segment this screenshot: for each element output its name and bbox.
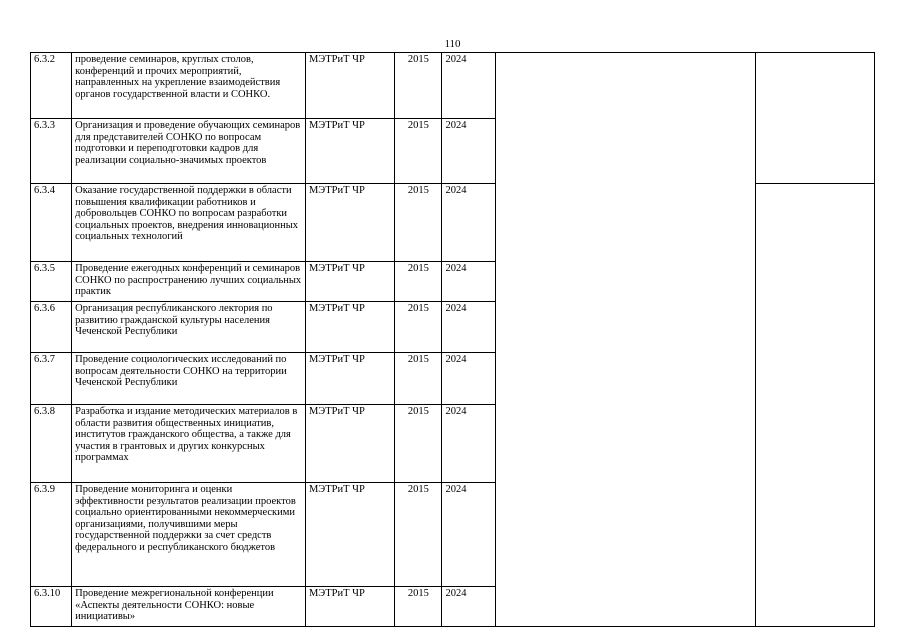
empty-cell: [755, 53, 874, 184]
item-description: Организация и проведение обучающих семинаров для представителей СОНКО по вопросам подготовки и переподготовки кадров для реализации социально-значимых проектов: [72, 119, 306, 184]
item-start-year: 2015: [395, 483, 442, 587]
item-executor: МЭТРиТ ЧР: [305, 53, 394, 119]
item-end-year: 2024: [442, 302, 495, 353]
item-start-year: 2015: [395, 353, 442, 405]
item-number: 6.3.5: [31, 262, 72, 302]
table-row: [31, 53, 875, 119]
item-description: Проведение ежегодных конференций и семинаров СОНКО по распространению лучших социальных практик: [72, 262, 306, 302]
item-number: 6.3.7: [31, 353, 72, 405]
item-end-year: 2024: [442, 483, 495, 587]
item-start-year: 2015: [395, 587, 442, 627]
item-end-year: 2024: [442, 405, 495, 483]
item-start-year: 2015: [395, 302, 442, 353]
item-end-year: 2024: [442, 53, 495, 119]
item-description: проведение семинаров, круглых столов, конференций и прочих мероприятий, направленных на укрепление взаимодействия органов государственной власти и СОНКО.: [72, 53, 306, 119]
item-number: 6.3.8: [31, 405, 72, 483]
item-description: Проведение социологических исследований по вопросам деятельности СОНКО на территории Чеченской Республики: [72, 353, 306, 405]
item-start-year: 2015: [395, 119, 442, 184]
item-executor: МЭТРиТ ЧР: [305, 483, 394, 587]
item-description: Проведение межрегиональной конференции «Аспекты деятельности СОНКО: новые инициативы»: [72, 587, 306, 627]
item-end-year: 2024: [442, 353, 495, 405]
item-executor: МЭТРиТ ЧР: [305, 353, 394, 405]
activities-table: [30, 52, 875, 627]
item-number: 6.3.4: [31, 184, 72, 262]
item-end-year: 2024: [442, 184, 495, 262]
empty-cell-merged: [495, 53, 755, 627]
item-end-year: 2024: [442, 119, 495, 184]
item-number: 6.3.6: [31, 302, 72, 353]
item-executor: МЭТРиТ ЧР: [305, 184, 394, 262]
item-description: Разработка и издание методических материалов в области развития общественных инициатив, институтов гражданского общества, а также для участия в грантовых и других конкурсных программах: [72, 405, 306, 483]
item-executor: МЭТРиТ ЧР: [305, 119, 394, 184]
item-start-year: 2015: [395, 184, 442, 262]
item-number: 6.3.3: [31, 119, 72, 184]
item-executor: МЭТРиТ ЧР: [305, 405, 394, 483]
item-description: Оказание государственной поддержки в области повышения квалификации работников и добровольцев СОНКО по вопросам разработки социальных проектов, внедрения инновационных социальных технологий: [72, 184, 306, 262]
item-start-year: 2015: [395, 53, 442, 119]
item-end-year: 2024: [442, 262, 495, 302]
item-executor: МЭТРиТ ЧР: [305, 587, 394, 627]
item-number: 6.3.9: [31, 483, 72, 587]
empty-cell-merged: [755, 184, 874, 627]
item-description: Проведение мониторинга и оценки эффективности результатов реализации проектов социально ориентированными некоммерческими организациями, получившими меры государственной поддержки за счет средств федерального и республиканского бюджетов: [72, 483, 306, 587]
item-start-year: 2015: [395, 262, 442, 302]
item-start-year: 2015: [395, 405, 442, 483]
item-number: 6.3.2: [31, 53, 72, 119]
item-executor: МЭТРиТ ЧР: [305, 262, 394, 302]
item-number: 6.3.10: [31, 587, 72, 627]
item-description: Организация республиканского лектория по развитию гражданской культуры населения Чеченской Республики: [72, 302, 306, 353]
item-executor: МЭТРиТ ЧР: [305, 302, 394, 353]
item-end-year: 2024: [442, 587, 495, 627]
page-number: 110: [444, 38, 461, 50]
